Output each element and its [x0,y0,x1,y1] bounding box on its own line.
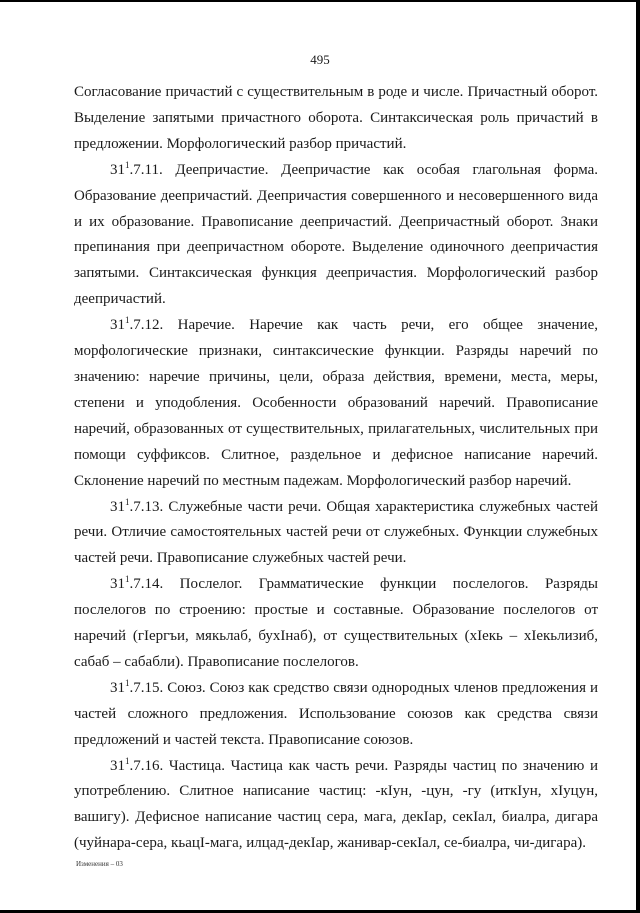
paragraph-text: Наречие. Наречие как часть речи, его общее значение, морфологические признаки, синтаксические функции. Разряды наречий по значению: наречие причины, цели, образа действия, времени, места, меры, степени и уподобления. Особенности образований наречий. Правописание наречий, образованных от существительных, прилагательных, числительных при помощи суффиксов. Слитное, раздельное и дефисное написание наречий. Склонение наречий по местным падежам. Морфологический разбор наречий. [74,317,598,489]
section-number: $31^1.7.15$. [110,677,164,696]
paragraph-text: Служебные части речи. Общая характеристика служебных частей речи. Отличие самостоятельных частей речи от служебных. Функции служебных частей речи. Правописание служебных частей речи. [74,498,598,567]
scan-edge-right [636,0,640,913]
paragraph-text: Союз. Союз как средство связи однородных членов предложения и частей сложного предложения. Использование союзов как средства связи предложений и частей текста. Правописание союзов. [74,679,598,748]
paragraph-text: Послелог. Грамматические функции послелогов. Разряды послелогов по строению: простые и составные. Образование послелогов от наречий (гIергъи, мякьлаб, бухIнаб), от существительных (хIекь – хIекьлизиб, сабаб – сабабли). Правописание послелогов. [74,576,598,670]
paragraph-section-31-1-7-15 [74,676,598,754]
section-number: $31^1.7.13$. [110,496,164,515]
paragraph-section-31-1-7-12 [74,313,598,494]
paragraph-section-31-1-7-11 [74,158,598,313]
paragraph-intro [74,80,598,158]
scan-edge-top [0,0,640,2]
paragraph-text: Деепричастие. Деепричастие как особая глагольная форма. Образование деепричастий. Деепричастия совершенного и несовершенного вида и их образование. Правописание деепричастий. Деепричастный оборот. Знаки препинания при деепричастном обороте. Выделение одиночного деепричастия запятыми. Синтаксическая функция деепричастия. Морфологический разбор деепричастий. [74,161,598,308]
page-number: 495 [310,52,330,67]
section-number: $31^1.7.11$. [110,159,163,178]
paragraph-section-31-1-7-13 [74,495,598,573]
section-number: $31^1.7.12$. [110,315,164,334]
document-body [74,80,598,857]
section-number: $31^1.7.14$. [110,574,164,593]
section-number: $31^1.7.16$. [110,755,164,774]
footer-revision-note: Изменения – 03 [76,860,123,868]
paragraph-section-31-1-7-14 [74,572,598,676]
paragraph-section-31-1-7-16 [74,754,598,858]
paragraph-text: Согласование причастий с существительным в роде и числе. Причастный оборот. Выделение запятыми причастного оборота. Синтаксическая роль причастий в предложении. Морфологический разбор причастий. [74,84,598,152]
paragraph-text: Частица. Частица как часть речи. Разряды частиц по значению и употреблению. Слитное написание частиц: -кIун, -цун, -гу (иткIун, хIуцун, вашигу). Дефисное написание частиц сера, мага, декIар, секIал, биалра, дигара (чуйнара-сера, кьацI-мага, илцад-декIар, жанивар-секIал, се-биалра, чи-дигара). [74,757,598,852]
